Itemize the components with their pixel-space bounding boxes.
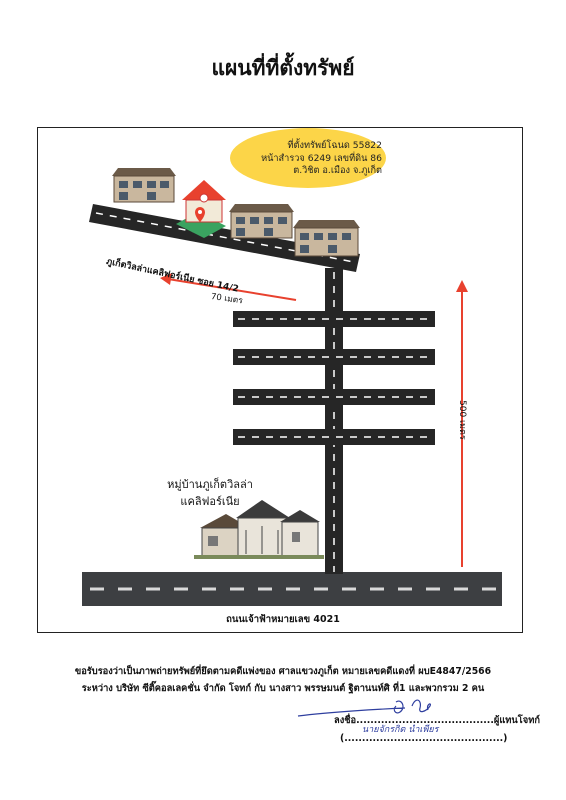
main-road-label: ถนนเจ้าฟ้าหมายเลข 4021 [226,614,340,625]
village-label-line-1: หมู่บ้านภูเก็ตวิลล่า [167,478,253,491]
handwritten-name: นายจักรกิต นำเพียร [362,725,439,735]
main-road [82,572,502,606]
distance-70m-label: 70 เมตร [210,291,244,307]
page-title: แผนที่ที่ตั้งทรัพย์ [211,56,355,80]
townhouse-icon [229,204,294,238]
village-label [140,476,280,510]
distance-500m-label: 500 เมตร [457,400,467,440]
signature-name-line: (.............................................) [340,733,508,744]
callout-line-3: ต.วิชิต อ.เมือง จ.ภูเก็ต [293,165,382,176]
certification-line-2: ระหว่าง บริษัท ซีติ๊คอลเลคชั่น จำกัด โจทก์ กับ นางสาว พรรษมนต์ ฐิตานนท์ศิ ที่1 และพวกรวม 2 คน [81,683,485,694]
townhouse-icon [112,168,176,202]
townhouse-icon [293,220,360,256]
certification-line-1: ขอรับรองว่าเป็นภาพถ่ายทรัพย์ที่ยึดตามคดีแพ่งของ ศาลแขวงภูเก็ต หมายเลขคดีแดงที่ ผบE4847/2566 [74,666,492,677]
village-label-line-2: แคลิฟอร์เนีย [180,495,240,508]
property-callout [232,140,382,196]
soi-label: ภูเก็ตวิลล่าแคลิฟอร์เนีย ซอย 14/2 [105,256,240,295]
signature-line: ลงชื่อ.......................................ผู้แทนโจทก์ [334,715,540,726]
callout-line-2: หน้าสำรวจ 6249 เลขที่ดิน 86 [261,152,382,164]
callout-line-1: ที่ตั้งทรัพย์โฉนด 55822 [287,140,382,151]
